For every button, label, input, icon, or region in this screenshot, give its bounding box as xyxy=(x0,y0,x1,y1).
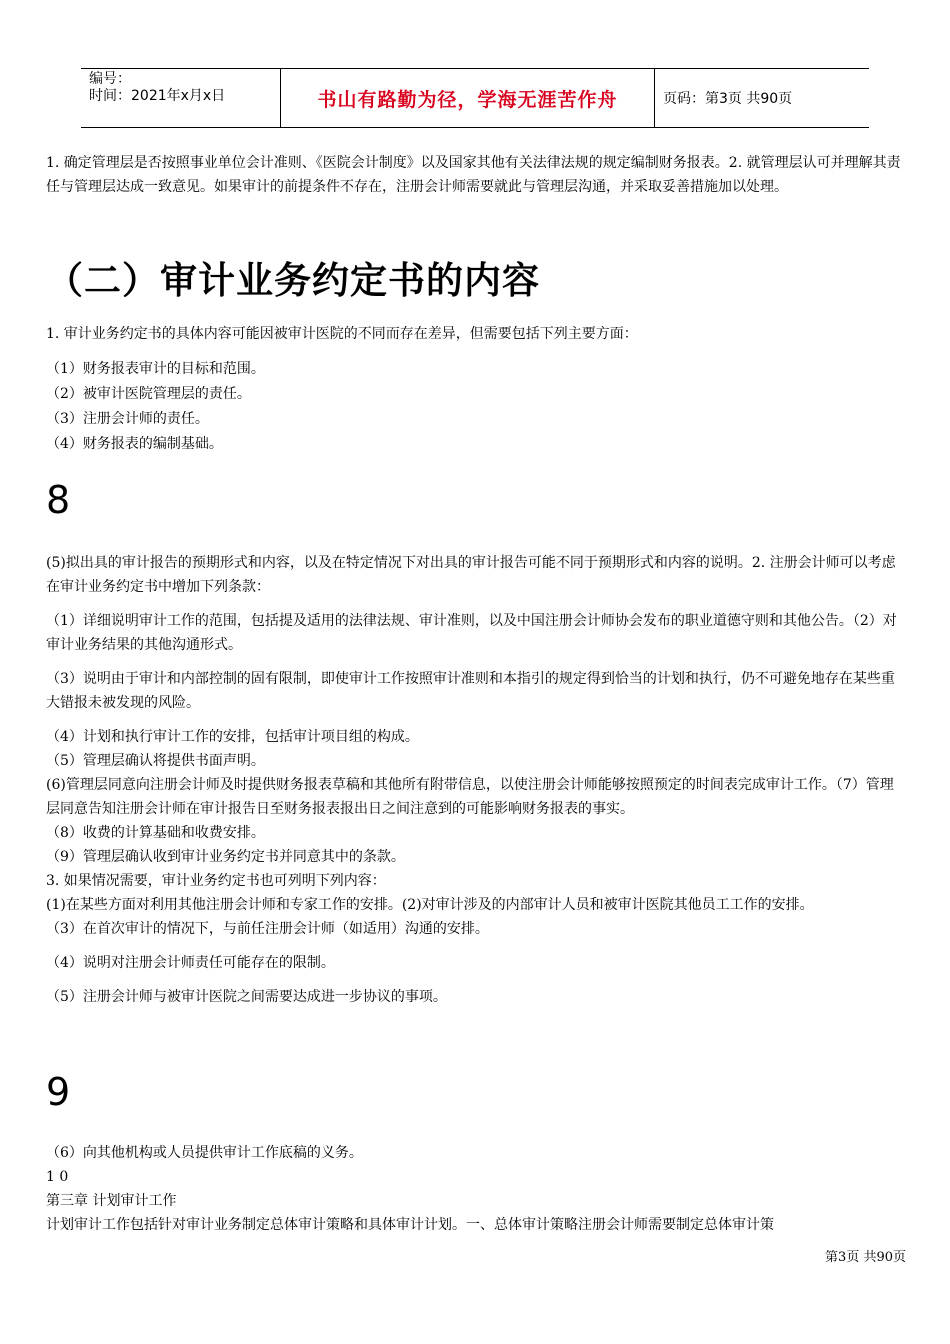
list-item: （4）计划和执行审计工作的安排，包括审计项目组的构成。 xyxy=(46,729,419,745)
list-item: (1)在某些方面对利用其他注册会计师和专家工作的安排。(2)对审计涉及的内部审计人员和被审计医院其他员工工作的安排。 xyxy=(46,897,814,913)
list-item: （5）管理层确认将提供书面声明。 xyxy=(46,753,265,769)
list-item: （2）被审计医院管理层的责任。 xyxy=(46,386,251,402)
list-item: 1. 审计业务约定书的具体内容可能因被审计医院的不同而存在差异，但需要包括下列主要方面： xyxy=(46,326,638,342)
list-item: （4）说明对注册会计师责任可能存在的限制。 xyxy=(46,955,335,971)
page-number-9: 9 xyxy=(46,1070,71,1114)
page-number-8: 8 xyxy=(46,478,71,522)
paragraph: 计划审计工作包括针对审计业务制定总体审计策略和具体审计计划。一、总体审计策略注册会计师需要制定总体审计策 xyxy=(46,1217,774,1233)
list-item: （8）收费的计算基础和收费安排。 xyxy=(46,825,265,841)
list-a xyxy=(46,322,906,457)
chapter-heading: 第三章 计划审计工作 xyxy=(46,1193,177,1209)
paragraph: 1. 确定管理层是否按照事业单位会计准则、《医院会计制度》以及国家其他有关法律法规的规定编制财务报表。2. 就管理层认可并理解其责任与管理层达成一致意见。如果审计的前提条件不存在，注册会计师需要就此与管理层沟通，并采取妥善措施加以处理。 xyxy=(46,155,901,195)
list-item: （5）注册会计师与被审计医院之间需要达成进一步协议的事项。 xyxy=(46,989,447,1005)
time-label: 时间：2021年x月x日 xyxy=(89,88,226,104)
list-item: （3）在首次审计的情况下，与前任注册会计师（如适用）沟通的安排。 xyxy=(46,921,489,937)
list-item: （1）详细说明审计工作的范围，包括提及适用的法律法规、审计准则，以及中国注册会计师协会发布的职业道德守则和其他公告。（2）对审计业务结果的其他沟通形式。 xyxy=(46,613,897,653)
list-item: （3）说明由于审计和内部控制的固有限制，即使审计工作按照审计准则和本指引的规定得到恰当的计划和执行，仍不可避免地存在某些重大错报未被发现的风险。 xyxy=(46,671,895,711)
number-label: 编号： xyxy=(89,71,131,87)
page-header xyxy=(81,68,869,128)
list-item: （4）财务报表的编制基础。 xyxy=(46,436,223,452)
header-meta xyxy=(81,69,281,127)
list-c xyxy=(46,1141,906,1237)
page-footer: 第3页 共90页 xyxy=(825,1250,906,1265)
intro-block xyxy=(46,151,906,199)
list-item: （9）管理层确认收到审计业务约定书并同意其中的条款。 xyxy=(46,849,405,865)
list-item: (5)拟出具的审计报告的预期形式和内容，以及在特定情况下对出具的审计报告可能不同于预期形式和内容的说明。2. 注册会计师可以考虑在审计业务约定书中增加下列条款： xyxy=(46,555,896,595)
list-item: 1 0 xyxy=(46,1169,69,1185)
list-b xyxy=(46,551,906,1009)
list-item: （1）财务报表审计的目标和范围。 xyxy=(46,361,265,377)
list-item: （6）向其他机构或人员提供审计工作底稿的义务。 xyxy=(46,1145,363,1161)
section-title: （二）审计业务约定书的内容 xyxy=(46,259,540,302)
list-item: 3. 如果情况需要，审计业务约定书也可列明下列内容： xyxy=(46,873,386,889)
header-page-label: 页码：第3页 共90页 xyxy=(663,91,793,107)
header-motto: 书山有路勤为径，学海无涯苦作舟 xyxy=(281,69,655,127)
list-item: (6)管理层同意向注册会计师及时提供财务报表草稿和其他所有附带信息，以使注册会计师能够按照预定的时间表完成审计工作。（7）管理层同意告知注册会计师在审计报告日至财务报表报出日之间注意到的可能影响财务报表的事实。 xyxy=(46,777,894,817)
list-item: （3）注册会计师的责任。 xyxy=(46,411,209,427)
